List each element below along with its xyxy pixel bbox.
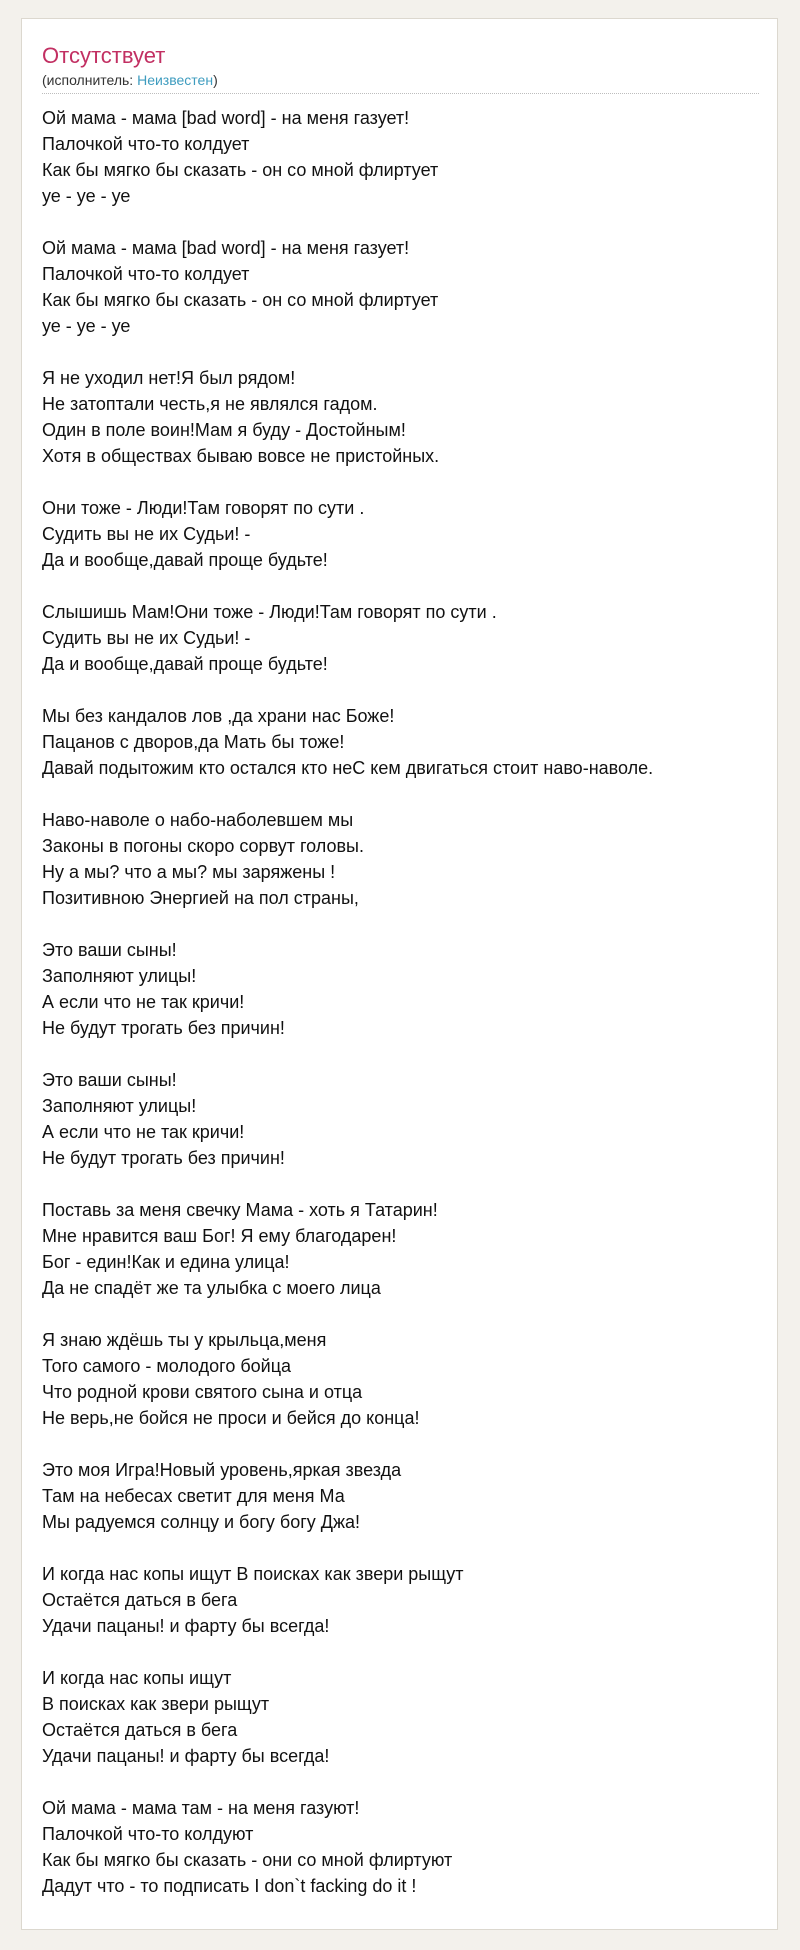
lyric-line: Давай подытожим кто остался кто неС кем двигаться стоит наво-наволе.	[42, 758, 654, 778]
lyric-line: Как бы мягко бы сказать - они со мной флиртуют	[42, 1850, 453, 1870]
lyric-line: Остаётся даться в бега	[42, 1720, 238, 1740]
song-title: Отсутствует	[42, 43, 166, 68]
stanza	[42, 235, 762, 339]
lyric-line: Заполняют улицы!	[42, 1096, 197, 1116]
lyric-line: И когда нас копы ищут В поисках как звери рыщут	[42, 1564, 464, 1584]
lyric-line: Там на небесах светит для меня Ма	[42, 1486, 345, 1506]
stanza	[42, 703, 762, 781]
lyric-line: Мне нравится ваш Бог! Я ему благодарен!	[42, 1226, 397, 1246]
lyric-line: Позитивною Энергией на пол страны,	[42, 888, 359, 908]
lyric-line: Не будут трогать без причин!	[42, 1148, 285, 1168]
lyric-line: Остаётся даться в бега	[42, 1590, 238, 1610]
lyric-line: Ой мама - мама там - на меня газуют!	[42, 1798, 360, 1818]
lyric-line: Не верь,не бойся не проси и бейся до конца!	[42, 1408, 420, 1428]
lyric-line: Палочкой что-то колдуют	[42, 1824, 254, 1844]
lyric-line: Ой мама - мама [bad word] - на меня газует!	[42, 108, 410, 128]
lyric-line: Палочкой что-то колдует	[42, 134, 250, 154]
lyric-line: Это ваши сыны!	[42, 940, 177, 960]
stanza	[42, 1067, 762, 1171]
stanza	[42, 1665, 762, 1769]
stanza	[42, 807, 762, 911]
lyric-line: Судить вы не их Судьи! -	[42, 524, 251, 544]
lyric-line: Дадут что - то подписать I don`t facking do it !	[42, 1876, 417, 1896]
lyric-line: Ну а мы? что а мы? мы заряжены !	[42, 862, 336, 882]
lyric-line: уе - уе - уе	[42, 316, 131, 336]
lyric-line: Да и вообще,давай проще будьте!	[42, 654, 328, 674]
edge-decoration	[792, 988, 798, 994]
stanza	[42, 105, 762, 209]
stanza	[42, 495, 762, 573]
lyric-line: В поисках как звери рыщут	[42, 1694, 270, 1714]
stanza	[42, 1197, 762, 1301]
lyric-line: Я знаю ждёшь ты у крыльца,меня	[42, 1330, 327, 1350]
stanza	[42, 599, 762, 677]
performer-link[interactable]: Неизвестен	[137, 72, 214, 88]
lyric-line: Удачи пацаны! и фарту бы всегда!	[42, 1746, 330, 1766]
lyric-line: Ой мама - мама [bad word] - на меня газует!	[42, 238, 410, 258]
performer-line	[42, 71, 218, 89]
performer-prefix: (исполнитель:	[42, 72, 138, 88]
lyric-line: Да не спадёт же та улыбка с моего лица	[42, 1278, 381, 1298]
lyric-line: Пацанов с дворов,да Мать бы тоже!	[42, 732, 345, 752]
lyric-line: Заполняют улицы!	[42, 966, 197, 986]
lyric-line: Удачи пацаны! и фарту бы всегда!	[42, 1616, 330, 1636]
lyric-line: И когда нас копы ищут	[42, 1668, 232, 1688]
lyric-line: Законы в погоны скоро сорвут головы.	[42, 836, 364, 856]
lyric-line: А если что не так кричи!	[42, 992, 245, 1012]
stanza	[42, 365, 762, 469]
lyrics-card	[21, 18, 778, 1930]
stanza	[42, 1457, 762, 1535]
lyrics-body	[42, 105, 762, 1925]
lyric-line: Наво-наволе о набо-наболевшем мы	[42, 810, 354, 830]
title-divider	[42, 93, 759, 94]
lyric-line: Да и вообще,давай проще будьте!	[42, 550, 328, 570]
lyric-line: уе - уе - уе	[42, 186, 131, 206]
edge-decoration	[792, 1282, 798, 1288]
lyric-line: Бог - един!Как и едина улица!	[42, 1252, 290, 1272]
stanza	[42, 1327, 762, 1431]
lyric-line: Слышишь Мам!Они тоже - Люди!Там говорят по сути .	[42, 602, 497, 622]
lyric-line: Не будут трогать без причин!	[42, 1018, 285, 1038]
lyric-line: Один в поле воин!Мам я буду - Достойным!	[42, 420, 406, 440]
edge-decoration	[792, 652, 798, 658]
lyric-line: Как бы мягко бы сказать - он со мной флиртует	[42, 290, 439, 310]
lyric-line: Не затоптали честь,я не являлся гадом.	[42, 394, 378, 414]
lyric-line: Это моя Игра!Новый уровень,яркая звезда	[42, 1460, 402, 1480]
stanza	[42, 1795, 762, 1899]
lyric-line: Того самого - молодого бойца	[42, 1356, 292, 1376]
performer-suffix: )	[213, 72, 218, 88]
lyric-line: Это ваши сыны!	[42, 1070, 177, 1090]
lyric-line: Они тоже - Люди!Там говорят по сути .	[42, 498, 365, 518]
stanza	[42, 1561, 762, 1639]
lyric-line: Хотя в обществах бываю вовсе не пристойных.	[42, 446, 440, 466]
lyric-line: Судить вы не их Судьи! -	[42, 628, 251, 648]
stanza	[42, 937, 762, 1041]
lyric-line: А если что не так кричи!	[42, 1122, 245, 1142]
edge-decoration	[792, 328, 798, 334]
lyric-line: Я не уходил нет!Я был рядом!	[42, 368, 296, 388]
lyric-line: Как бы мягко бы сказать - он со мной флиртует	[42, 160, 439, 180]
lyric-line: Мы радуемся солнцу и богу богу Джа!	[42, 1512, 361, 1532]
lyric-line: Поставь за меня свечку Мама - хоть я Татарин!	[42, 1200, 438, 1220]
lyric-line: Мы без кандалов лов ,да храни нас Боже!	[42, 706, 395, 726]
lyric-line: Палочкой что-то колдует	[42, 264, 250, 284]
lyric-line: Что родной крови святого сына и отца	[42, 1382, 363, 1402]
